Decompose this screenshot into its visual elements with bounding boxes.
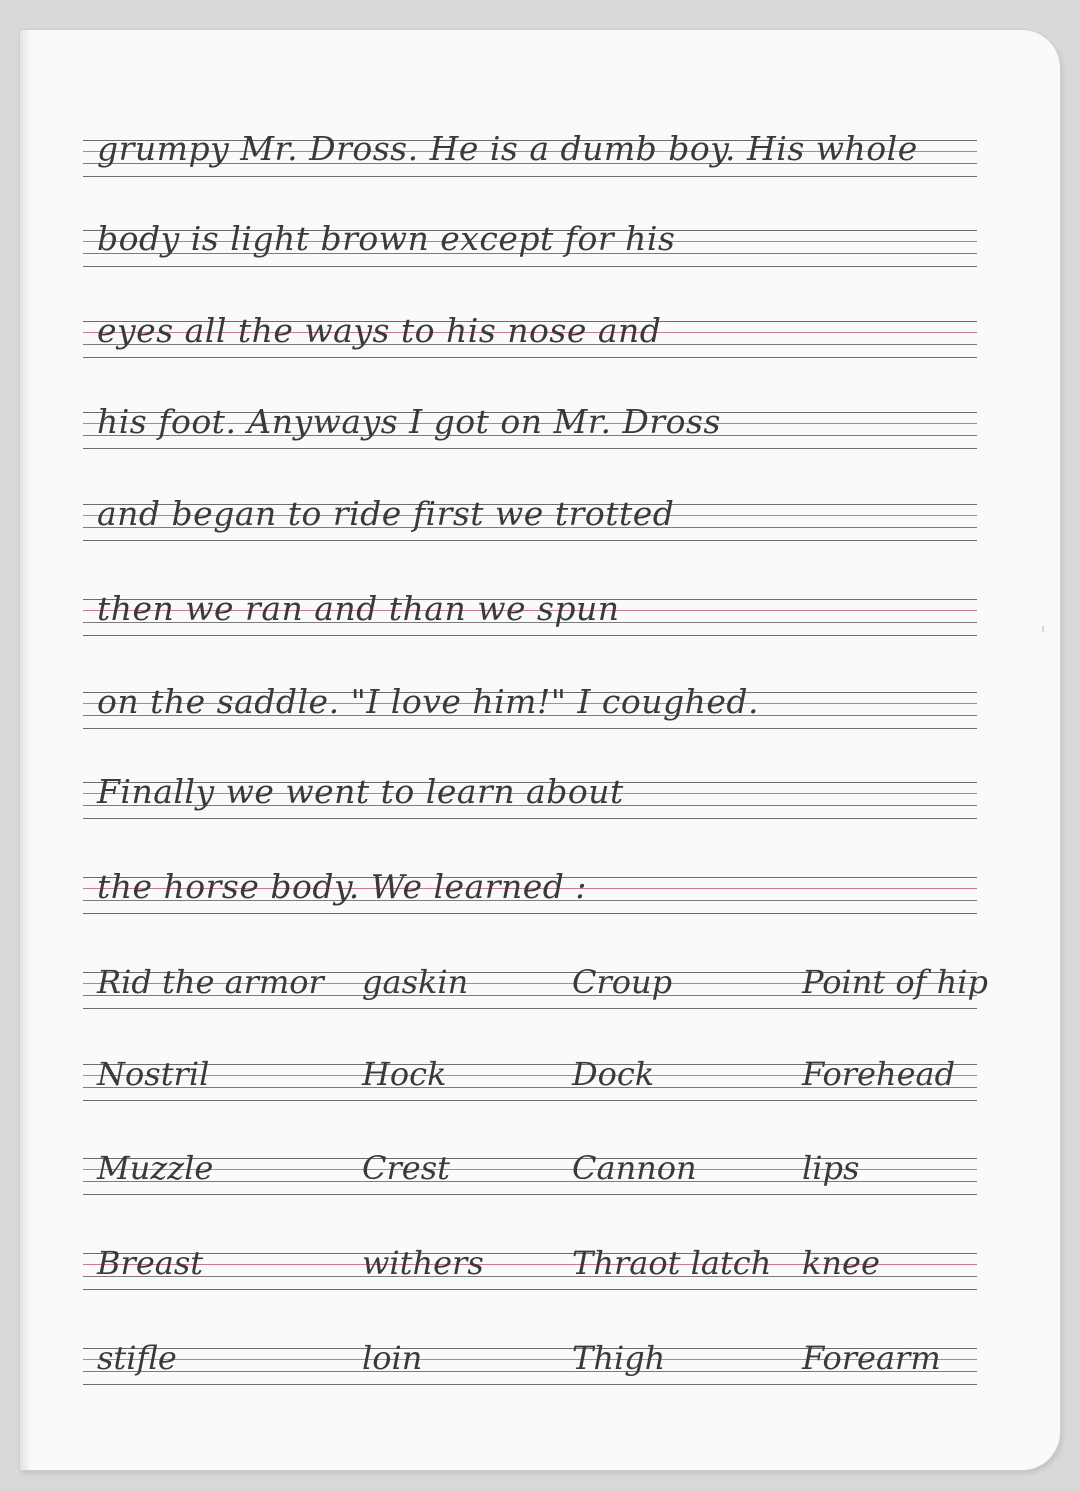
paper-mark xyxy=(1042,626,1044,632)
story-line: then we ran and than we spun xyxy=(97,589,620,628)
word-list-item: stifle xyxy=(97,1339,177,1377)
page-binding xyxy=(20,30,30,1470)
word-list-item: Forehead xyxy=(802,1055,956,1093)
word-list-item: Hock xyxy=(362,1055,447,1093)
word-list-item: Forearm xyxy=(802,1339,941,1377)
story-line: body is light brown except for his xyxy=(97,219,676,258)
story-line: and began to ride first we trotted xyxy=(97,494,675,533)
word-list-item: Muzzle xyxy=(97,1149,214,1187)
word-list-item: Point of hip xyxy=(802,963,988,1001)
word-list-item: Croup xyxy=(572,963,673,1001)
story-line: Finally we went to learn about xyxy=(97,772,624,811)
word-list-item: Cannon xyxy=(572,1149,697,1187)
story-line: his foot. Anyways I got on Mr. Dross xyxy=(97,402,721,441)
word-list-item: Dock xyxy=(572,1055,655,1093)
word-list-item: Nostril xyxy=(97,1055,210,1093)
story-line: the horse body. We learned : xyxy=(97,867,588,906)
word-list-item: lips xyxy=(802,1149,860,1187)
word-list-item: knee xyxy=(802,1244,880,1282)
word-list-item: Crest xyxy=(362,1149,450,1187)
word-list-item: withers xyxy=(362,1244,484,1282)
story-line: eyes all the ways to his nose and xyxy=(97,311,662,350)
word-list-item: Thraot latch xyxy=(572,1244,772,1282)
story-line: on the saddle. "I love him!" I coughed. xyxy=(97,682,760,721)
word-list-item: Thigh xyxy=(572,1339,666,1377)
word-list-item: Rid the armor xyxy=(97,963,324,1001)
story-line: grumpy Mr. Dross. He is a dumb boy. His whole xyxy=(97,129,918,168)
word-list-item: Breast xyxy=(97,1244,204,1282)
word-list-item: loin xyxy=(362,1339,423,1377)
word-list-item: gaskin xyxy=(362,963,469,1001)
